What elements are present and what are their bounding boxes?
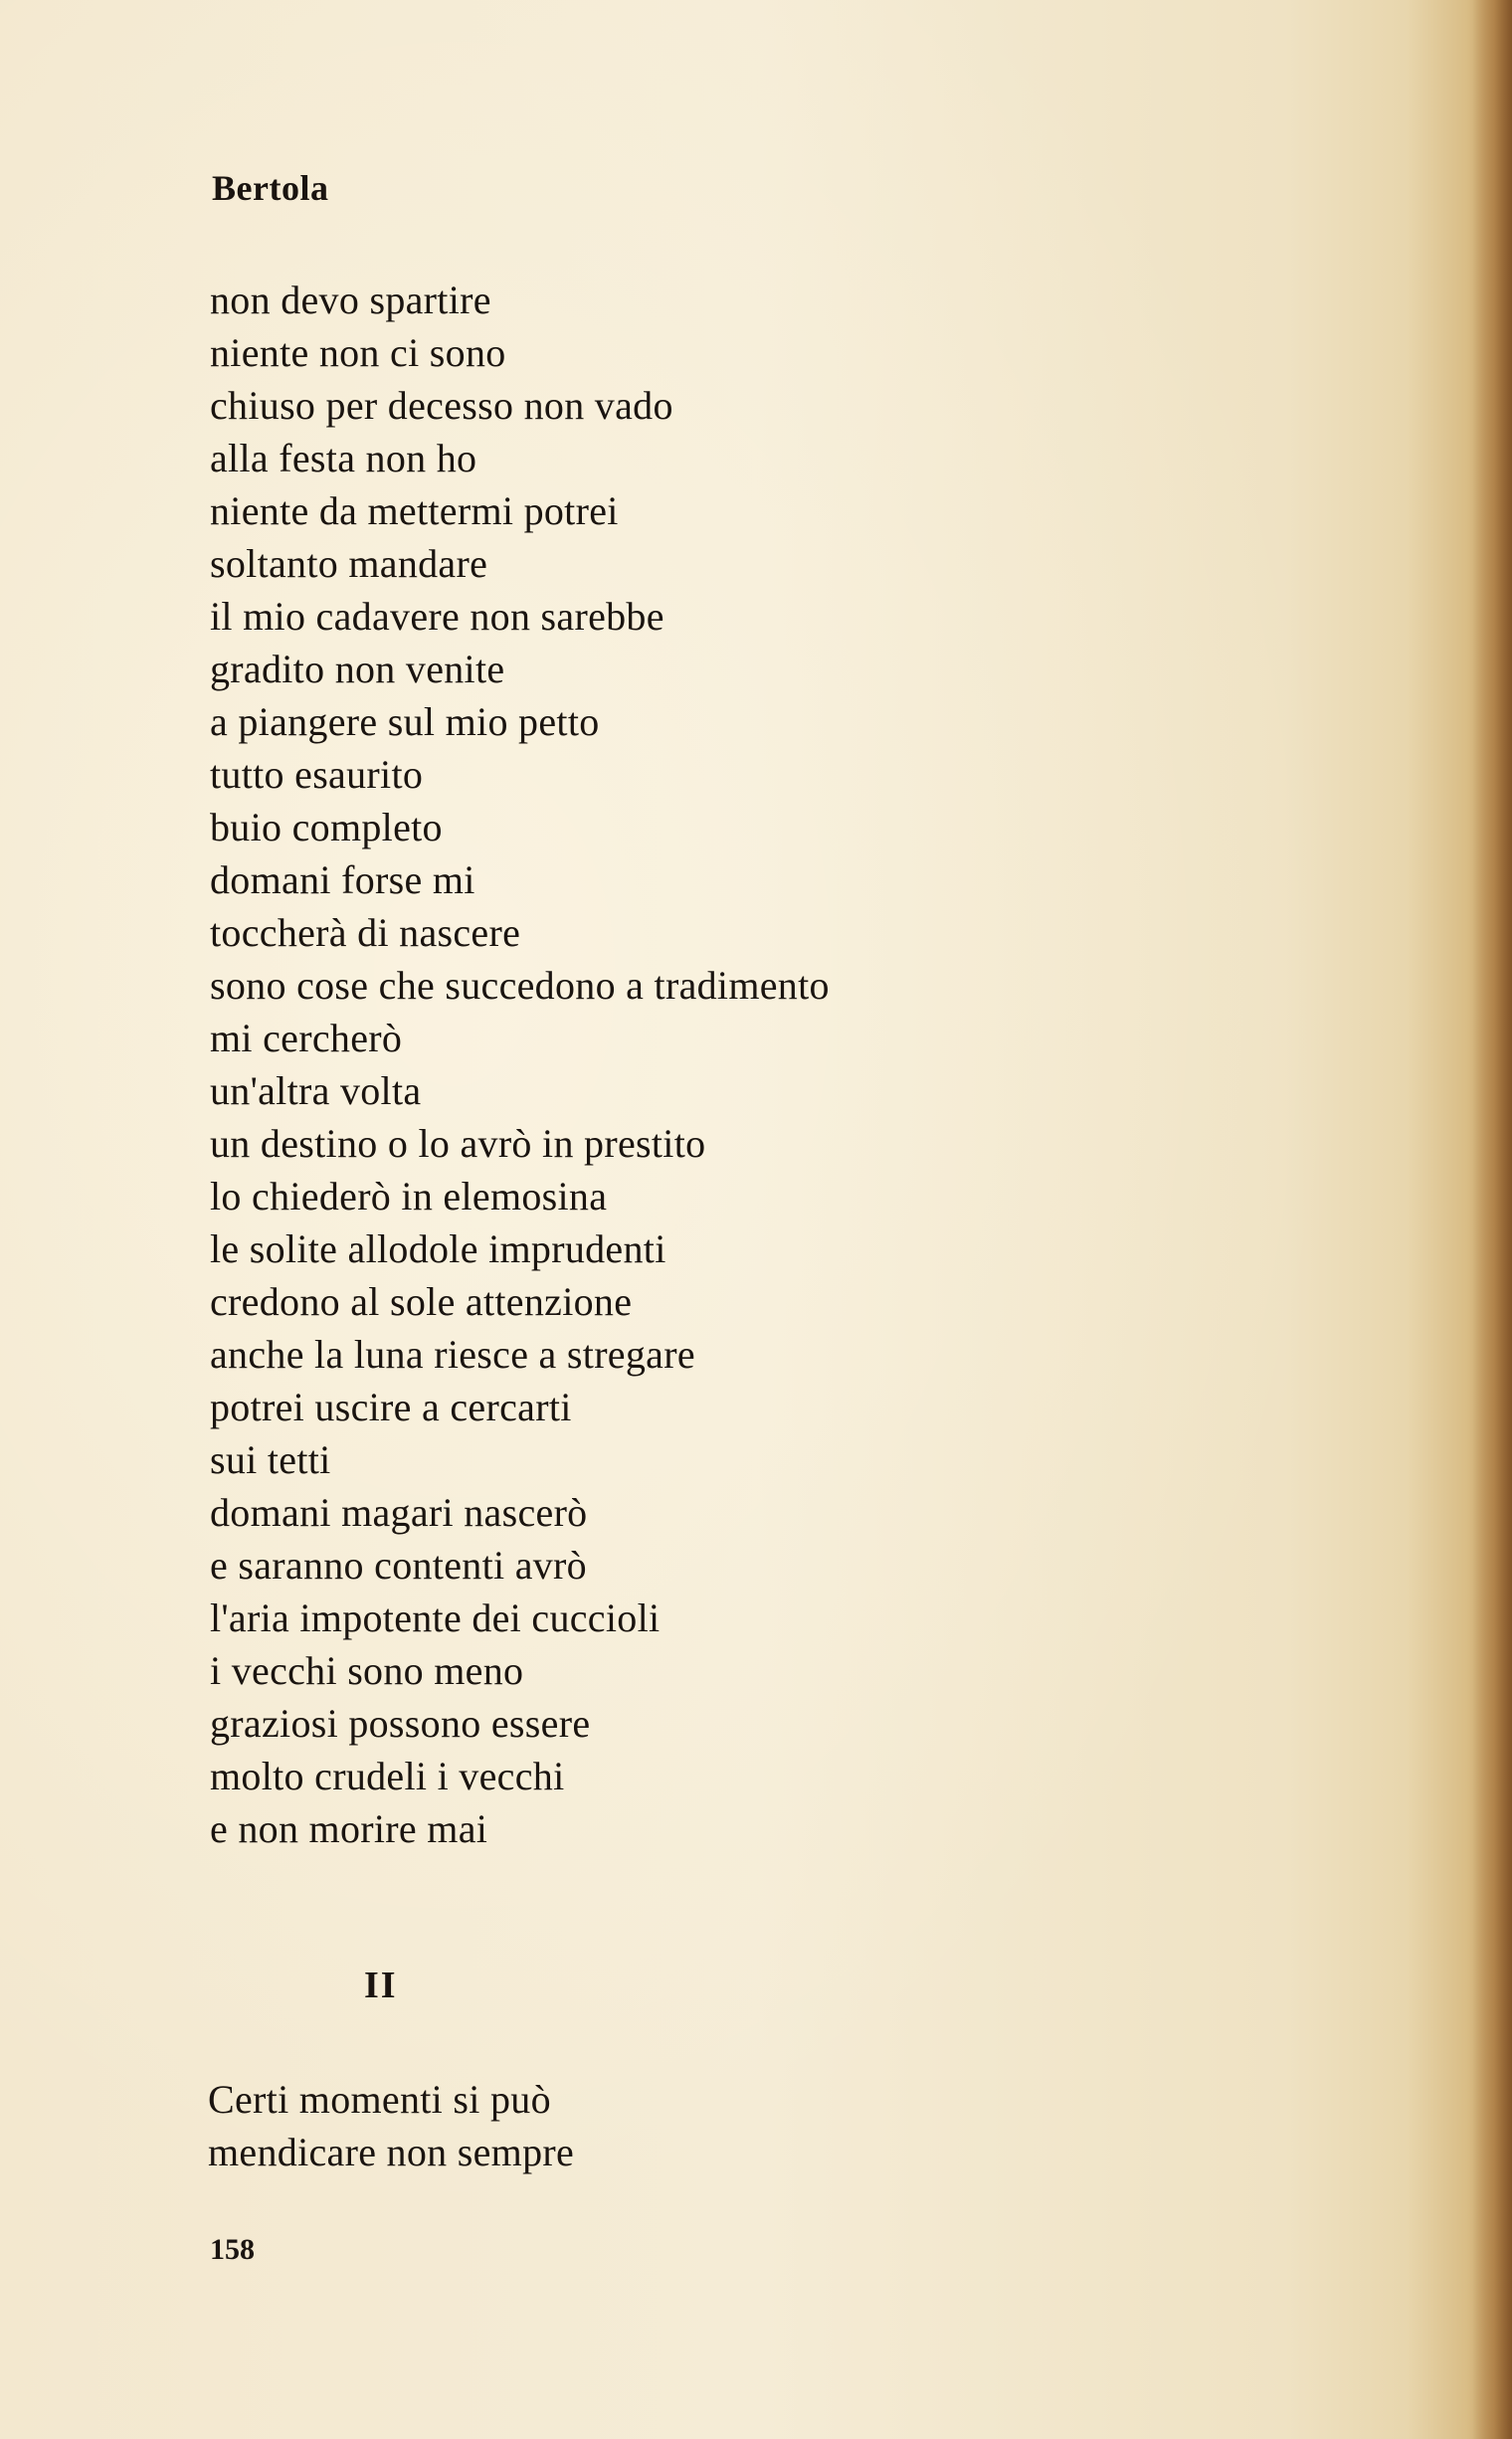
poem-line: un'altra volta bbox=[210, 1068, 422, 1113]
poem-line: toccherà di nascere bbox=[210, 910, 521, 955]
poem-line: domani forse mi bbox=[210, 857, 475, 902]
poem-line: credono al sole attenzione bbox=[210, 1279, 633, 1324]
poem-line: domani magari nascerò bbox=[210, 1490, 588, 1535]
page-number: 158 bbox=[210, 2233, 255, 2266]
poem-line: alla festa non ho bbox=[210, 436, 477, 480]
poem-line: sui tetti bbox=[210, 1437, 331, 1482]
poem-line: chiuso per decesso non vado bbox=[210, 383, 673, 428]
poem-line: anche la luna riesce a stregare bbox=[210, 1332, 695, 1377]
poem-line: non devo spartire bbox=[210, 278, 491, 322]
poem-line: sono cose che succedono a tradimento bbox=[210, 963, 830, 1008]
running-head: Bertola bbox=[212, 168, 329, 208]
poem-line: niente non ci sono bbox=[210, 330, 506, 375]
poem-line: l'aria impotente dei cuccioli bbox=[210, 1595, 661, 1640]
poem-text bbox=[210, 274, 830, 1855]
poem-line: il mio cadavere non sarebbe bbox=[210, 594, 664, 639]
poem-line: tutto esaurito bbox=[210, 752, 424, 797]
poem-line: potrei uscire a cercarti bbox=[210, 1385, 572, 1429]
section-text bbox=[208, 2073, 574, 2178]
poem-line: a piangere sul mio petto bbox=[210, 699, 600, 744]
poem-line: gradito non venite bbox=[210, 647, 505, 691]
poem-line: i vecchi sono meno bbox=[210, 1648, 524, 1693]
poem-line: buio completo bbox=[210, 805, 443, 849]
poem-line: e non morire mai bbox=[210, 1806, 488, 1851]
page-edge-shadow bbox=[1472, 0, 1512, 2439]
section-heading: II bbox=[364, 1965, 398, 2006]
poem-line: graziosi possono essere bbox=[210, 1701, 591, 1746]
poem-line: e saranno contenti avrò bbox=[210, 1543, 587, 1588]
poem-line: mendicare non sempre bbox=[208, 2130, 575, 2174]
poem-line: le solite allodole imprudenti bbox=[210, 1226, 666, 1271]
poem-line: lo chiederò in elemosina bbox=[210, 1174, 608, 1219]
poem-line: Certi momenti si può bbox=[208, 2077, 551, 2122]
poem-line: molto crudeli i vecchi bbox=[210, 1754, 565, 1798]
poem-line: niente da mettermi potrei bbox=[210, 488, 619, 533]
poem-line: soltanto mandare bbox=[210, 541, 488, 586]
poem-line: mi cercherò bbox=[210, 1016, 403, 1060]
poem-line: un destino o lo avrò in prestito bbox=[210, 1121, 706, 1166]
